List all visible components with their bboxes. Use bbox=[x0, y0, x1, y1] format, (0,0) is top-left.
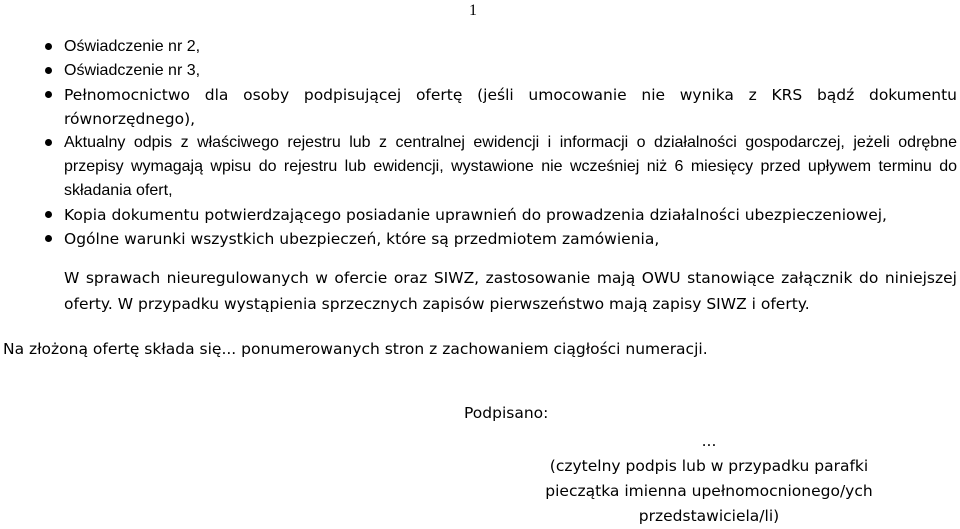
bullet-icon bbox=[45, 211, 52, 218]
page-number: 1 bbox=[469, 2, 477, 19]
signature-block bbox=[520, 429, 898, 529]
list-item-text: Kopia dokumentu potwierdzającego posiadanie uprawnień do prowadzenia działalności ubezpieczeniowej, bbox=[64, 206, 887, 224]
bullet-icon bbox=[45, 235, 52, 242]
signature-caption: (czytelny podpis lub w przypadku parafki pieczątka imienna upełnomocnionego/ych przedstawiciela/li) bbox=[545, 457, 873, 525]
list-item bbox=[40, 203, 957, 227]
bullet-icon bbox=[45, 139, 52, 146]
list-item-text: Oświadczenie nr 3, bbox=[64, 62, 201, 79]
terms-paragraph: W sprawach nieuregulowanych w ofercie oraz SIWZ, zastosowanie mają OWU stanowiące załącznik do niniejszej oferty. W przypadku wystąpienia sprzecznych zapisów pierwszeństwo mają zapisy SIWZ i oferty. bbox=[64, 269, 957, 313]
bullet-icon bbox=[45, 91, 52, 98]
signed-label: Podpisano: bbox=[464, 404, 549, 422]
list-item bbox=[40, 131, 957, 203]
list-item-text: Aktualny odpis z właściwego rejestru lub z centralnej ewidencji i informacji o działalności gospodarczej, jeżeli odrębne przepisy wymagają wpisu do rejestru lub ewidencji, wystawione nie wcześniej niż 6 miesięcy przed upływem terminu do składania ofert, bbox=[64, 134, 957, 199]
composition-statement: Na złożoną ofertę składa się... ponumerowanych stron z zachowaniem ciągłości numeracji. bbox=[3, 340, 708, 358]
list-item-text: Oświadczenie nr 2, bbox=[64, 38, 201, 55]
list-item-text: Ogólne warunki wszystkich ubezpieczeń, które są przedmiotem zamówienia, bbox=[64, 230, 660, 248]
attachment-list bbox=[40, 35, 957, 251]
list-item bbox=[40, 83, 957, 131]
list-item bbox=[40, 227, 957, 251]
signature-dots: ... bbox=[701, 432, 717, 450]
bullet-icon bbox=[45, 67, 52, 74]
list-item bbox=[40, 35, 957, 59]
list-item-text: Pełnomocnictwo dla osoby podpisującej ofertę (jeśli umocowanie nie wynika z KRS bądź dokumentu równorzędnego), bbox=[64, 86, 957, 128]
list-item bbox=[40, 59, 957, 83]
bullet-icon bbox=[45, 43, 52, 50]
